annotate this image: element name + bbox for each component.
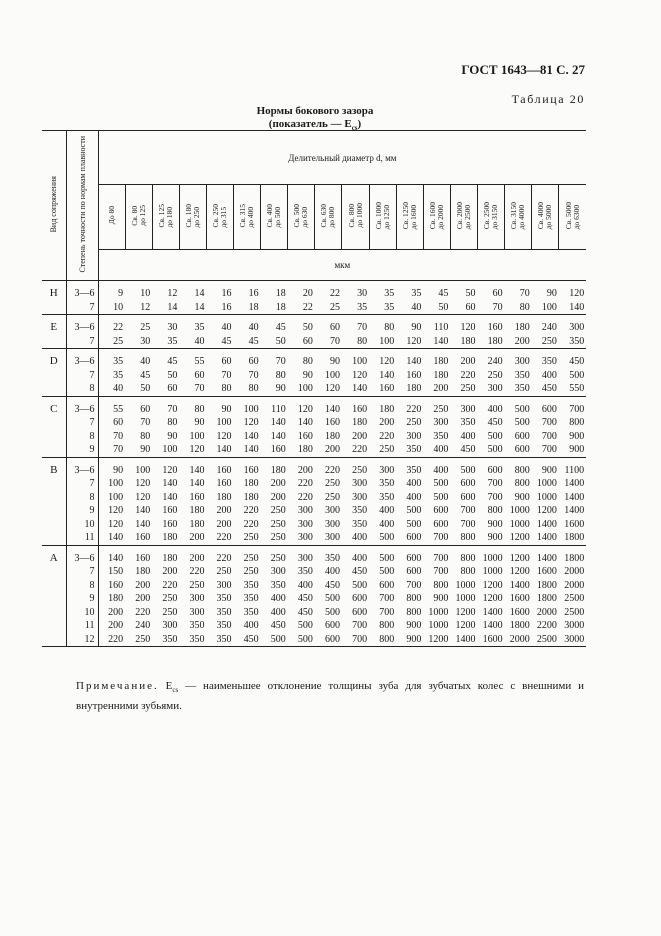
clearance-value-cell: 700 800 900 900 (559, 396, 586, 457)
clearance-value-cell: 220 250 300 350 (396, 396, 423, 457)
clearance-value-cell: 40 45 50 (125, 349, 152, 397)
table-body (42, 281, 586, 647)
clearance-value-cell: 80 100 (369, 315, 396, 349)
clearance-value-cell: 70 80 (505, 281, 532, 315)
clearance-value-cell: 160 180 180 220 220 250 (234, 457, 261, 545)
clearance-value-cell: 90 100 100 120 120 140 (98, 457, 125, 545)
clearance-value-cell: 120 180 (450, 315, 477, 349)
clearance-value-cell: 300 350 350 (505, 349, 532, 397)
clearance-value-cell: 500 500 600 700 700 800 800 (379, 552, 395, 645)
clearance-value-cell: 1000 1000 1200 1200 1400 1400 1600 (482, 552, 503, 645)
mating-type-cell: E (42, 315, 66, 349)
clearance-value-cell: 100 120 120 140 140 160 (125, 457, 152, 545)
clearance-value-cell: 300 350 350 400 400 500 (369, 457, 396, 545)
clearance-value-cell: 200 220 250 300 300 350 350 (189, 552, 205, 645)
clearance-value-cell: 90 100 120 140 (206, 396, 233, 457)
diameter-range-header: Св. 400 до 500 (261, 185, 288, 250)
clearance-value-cell: 120 140 (559, 281, 586, 315)
footnote: Примечание. $E_{cs}$ — наименьшее отклонение толщины зуба для зубчатых колес с внешними и внутренними зубьями. (76, 680, 585, 713)
clearance-value-cell: 30 35 (342, 281, 369, 315)
diameter-range-header: Св. 3150 до 4000 (505, 185, 532, 250)
clearance-value-cell: 40 45 (234, 315, 261, 349)
clearance-value-cell: 140 140 160 180 180 200 (179, 457, 206, 545)
accuracy-degree-cell: 3—6 7 8 (66, 349, 98, 397)
clearance-value-cell: 180 200 220 250 (369, 396, 396, 457)
clearance-value-cell: 120 140 160 (369, 349, 396, 397)
clearance-value-cell: 800 800 1000 1000 1200 1200 1400 (455, 552, 476, 645)
clearance-value-cell: 800 800 900 1000 1000 1200 (505, 457, 532, 545)
clearance-value-cell: 900 1000 1000 1200 1400 1400 (532, 457, 559, 545)
clearance-value-cell: 180 200 220 250 250 300 350 (162, 552, 178, 645)
diameter-range-header: Св. 1600 до 2000 (423, 185, 450, 250)
table-row (42, 545, 586, 647)
table-row (42, 396, 586, 457)
clearance-value-cell: 450 500 550 (559, 349, 586, 397)
clearance-value-cell: 400 450 500 600 600 700 700 (352, 552, 368, 645)
clearance-value-cell: 40 45 (206, 315, 233, 349)
clearance-value-cell: 35 35 (369, 281, 396, 315)
clearance-value-cell: 70 80 90 100 (152, 396, 179, 457)
clearance-value-cell: 1800 2000 2000 2500 2500 3000 3000 (564, 552, 585, 645)
clearance-value-cell: 1400 1600 1800 1800 2000 2200 2500 (536, 552, 557, 645)
clearance-value-cell: 1100 1400 1400 1400 1600 1800 (559, 457, 586, 545)
clearance-value-cell: 220 250 300 350 350 350 350 (216, 552, 232, 645)
clearance-value-cell: 250 250 350 350 350 400 450 (243, 552, 259, 645)
clearance-value-cell: 500 600 600 700 700 800 (450, 457, 477, 545)
clearance-value-cell: 12 14 (152, 281, 179, 315)
clearance-value-cell: 220 250 250 300 300 300 (315, 457, 342, 545)
table-title-line2: (показатель — $E_{cs}$) (268, 118, 362, 133)
diameter-range-header: Св. 2500 до 3150 (478, 185, 505, 250)
clearance-value-cell: 10 12 (125, 281, 152, 315)
clearance-value-cell: 110 140 (423, 315, 450, 349)
clearance-value-cell: 200 220 220 300 300 300 (288, 457, 315, 545)
clearance-value-cell: 25 30 (125, 315, 152, 349)
diameter-range-header: Св. 630 до 800 (315, 185, 342, 250)
accuracy-degree-cell: 3—6 7 8 9 (66, 396, 98, 457)
clearance-value-cell: 80 90 100 120 (179, 396, 206, 457)
clearance-value-cell: 45 50 (423, 281, 450, 315)
clearance-value-cell: 22 25 (315, 281, 342, 315)
clearance-value-cell: 160 160 180 200 200 220 (206, 457, 233, 545)
clearance-value-cell: 140 150 160 180 200 200 220 (108, 552, 124, 645)
clearance-value-cell: 9 10 (98, 281, 125, 315)
clearance-value-cell: 45 50 (261, 315, 288, 349)
clearance-value-cell: 180 180 200 (423, 349, 450, 397)
diameter-range-header: Св. 180 до 250 (179, 185, 206, 250)
diameter-range-header: Св. 1000 до 1250 (369, 185, 396, 250)
clearance-value-cell: 60 70 80 (206, 349, 233, 397)
clearance-value-cell: 70 80 (342, 315, 369, 349)
mating-type-cell: A (42, 545, 66, 647)
accuracy-degree-cell: 3—6 7 8 9 10 11 (66, 457, 98, 545)
accuracy-degree-cell: 3—6 7 8 9 10 11 12 (66, 545, 98, 647)
document-reference: ГОСТ 1643—81 С. 27 (461, 62, 585, 77)
table-number-label: Таблица 20 (511, 92, 585, 106)
clearance-value-cell: 250 300 350 400 (423, 396, 450, 457)
clearance-value-cell: 100 120 140 (342, 349, 369, 397)
clearance-value-cell: 90 100 (532, 281, 559, 315)
mating-type-cell: D (42, 349, 66, 397)
table-row (42, 281, 586, 315)
clearance-value-cell: 35 35 40 (98, 349, 125, 397)
header-kind: Вид сопряжения (42, 131, 66, 281)
clearance-value-cell: 350 400 450 500 500 600 600 (324, 552, 340, 645)
table-row (42, 315, 586, 349)
clearance-value-cell: 250 300 300 350 350 400 (342, 457, 369, 545)
clearance-value-cell: 110 140 140 160 (261, 396, 288, 457)
clearance-value-cell: 140 160 180 200 (315, 396, 342, 457)
clearance-value-cell: 400 500 500 600 600 700 (423, 457, 450, 545)
clearance-value-cell: 120 140 160 180 (288, 396, 315, 457)
clearance-value-cell: 300 350 400 450 (450, 396, 477, 457)
table-row (42, 349, 586, 397)
clearance-value-cell: 55 60 70 70 (98, 396, 125, 457)
clearance-value-cell: 80 90 100 (288, 349, 315, 397)
clearance-value-cell: 160 180 200 220 (342, 396, 369, 457)
clearance-value-cell: 90 120 (396, 315, 423, 349)
diameter-range-header: Св. 315 до 400 (234, 185, 261, 250)
clearance-value-cell: 16 18 (234, 281, 261, 315)
diameter-range-header: Св. 2000 до 2500 (450, 185, 477, 250)
clearance-value-cell: 160 180 200 200 220 240 250 (135, 552, 151, 645)
accuracy-degree-cell: 3—6 7 (66, 315, 98, 349)
diameter-range-header: До 80 (98, 185, 125, 250)
side-clearance-table (42, 130, 586, 647)
footnote-text: — наименьшее отклонение толщины зуба для зубчатых колес с внешними и внутренними зубьями. (76, 680, 585, 713)
clearance-value-cell: 180 200 200 250 250 250 (261, 457, 288, 545)
diameter-range-header: Св. 4000 до 5000 (532, 185, 559, 250)
mating-type-cell: H (42, 281, 66, 315)
clearance-value-cell: 600 700 700 700 (532, 396, 559, 457)
clearance-value-cell: 35 40 (396, 281, 423, 315)
table-row (42, 457, 586, 545)
clearance-value-cell: 240 250 (532, 315, 559, 349)
diameter-range-header: Св. 1250 до 1600 (396, 185, 423, 250)
diameter-range-header: Св. 500 до 630 (288, 185, 315, 250)
clearance-value-cell: 35 40 (179, 315, 206, 349)
clearance-value-cell: 140 160 180 (396, 349, 423, 397)
clearance-value-cell: 60 70 80 90 (125, 396, 152, 457)
header-degree: Степень точности по нормам плавности (66, 131, 98, 281)
clearance-value-cell: 45 50 60 (152, 349, 179, 397)
clearance-value-cell: 200 220 250 (450, 349, 477, 397)
clearance-value-cell: 300 350 400 450 450 500 500 (297, 552, 313, 645)
diameter-range-header: Св. 80 до 125 (125, 185, 152, 250)
clearance-value-cell: 700 700 800 900 1000 1000 1200 (428, 552, 449, 645)
clearance-value-cell: 16 16 (206, 281, 233, 315)
clearance-value-cell: 250 300 350 400 400 450 500 (270, 552, 286, 645)
clearance-value-cell: 18 18 (261, 281, 288, 315)
clearance-value-cell: 100 120 140 140 (234, 396, 261, 457)
clearance-value-cell: 60 70 (315, 315, 342, 349)
diameter-range-header: Св. 800 до 1000 (342, 185, 369, 250)
diameter-ranges-row (42, 185, 586, 250)
clearance-value-cell: 60 70 (478, 281, 505, 315)
clearance-value-cell: 400 450 500 500 (478, 396, 505, 457)
unit-label: мкм (98, 250, 586, 281)
clearance-value-cell: 1200 1200 1400 1600 1600 1800 2000 (509, 552, 530, 645)
diameter-range-header: Св. 250 до 315 (206, 185, 233, 250)
clearance-value-cell: 14 14 (179, 281, 206, 315)
clearance-value-cell: 20 22 (288, 281, 315, 315)
clearance-value-cell: 500 500 600 600 (505, 396, 532, 457)
clearance-value-cell: 240 250 300 (478, 349, 505, 397)
clearance-value-cell: 55 60 70 (179, 349, 206, 397)
diameter-range-header: Св. 5000 до 6300 (563, 201, 581, 230)
mating-type-cell: C (42, 396, 66, 457)
mating-type-cell: B (42, 457, 66, 545)
clearance-value-cell: 90 100 120 (315, 349, 342, 397)
diameter-header: Делительный диаметр d, мм (98, 131, 586, 185)
clearance-value-cell: 600 600 700 800 800 900 900 (406, 552, 422, 645)
clearance-value-cell: 60 70 80 (234, 349, 261, 397)
clearance-value-cell: 120 140 140 160 160 180 (152, 457, 179, 545)
clearance-value-cell: 30 35 (152, 315, 179, 349)
accuracy-degree-cell: 3—6 7 (66, 281, 98, 315)
clearance-value-cell: 350 400 400 500 500 600 (396, 457, 423, 545)
clearance-value-cell: 600 700 700 800 900 900 (478, 457, 505, 545)
clearance-value-cell: 50 60 (288, 315, 315, 349)
table-title-line1: Нормы бокового зазора (256, 105, 374, 117)
clearance-value-cell: 160 180 (478, 315, 505, 349)
clearance-value-cell: 350 400 450 (532, 349, 559, 397)
clearance-value-cell: 300 350 (559, 315, 586, 349)
footnote-label: Примечание. (76, 680, 159, 692)
clearance-value-cell: 70 80 90 (261, 349, 288, 397)
clearance-value-cell: 50 60 (450, 281, 477, 315)
clearance-value-cell: 22 25 (98, 315, 125, 349)
diameter-range-header: Св. 125 до 180 (152, 185, 179, 250)
clearance-value-cell: 180 200 (505, 315, 532, 349)
